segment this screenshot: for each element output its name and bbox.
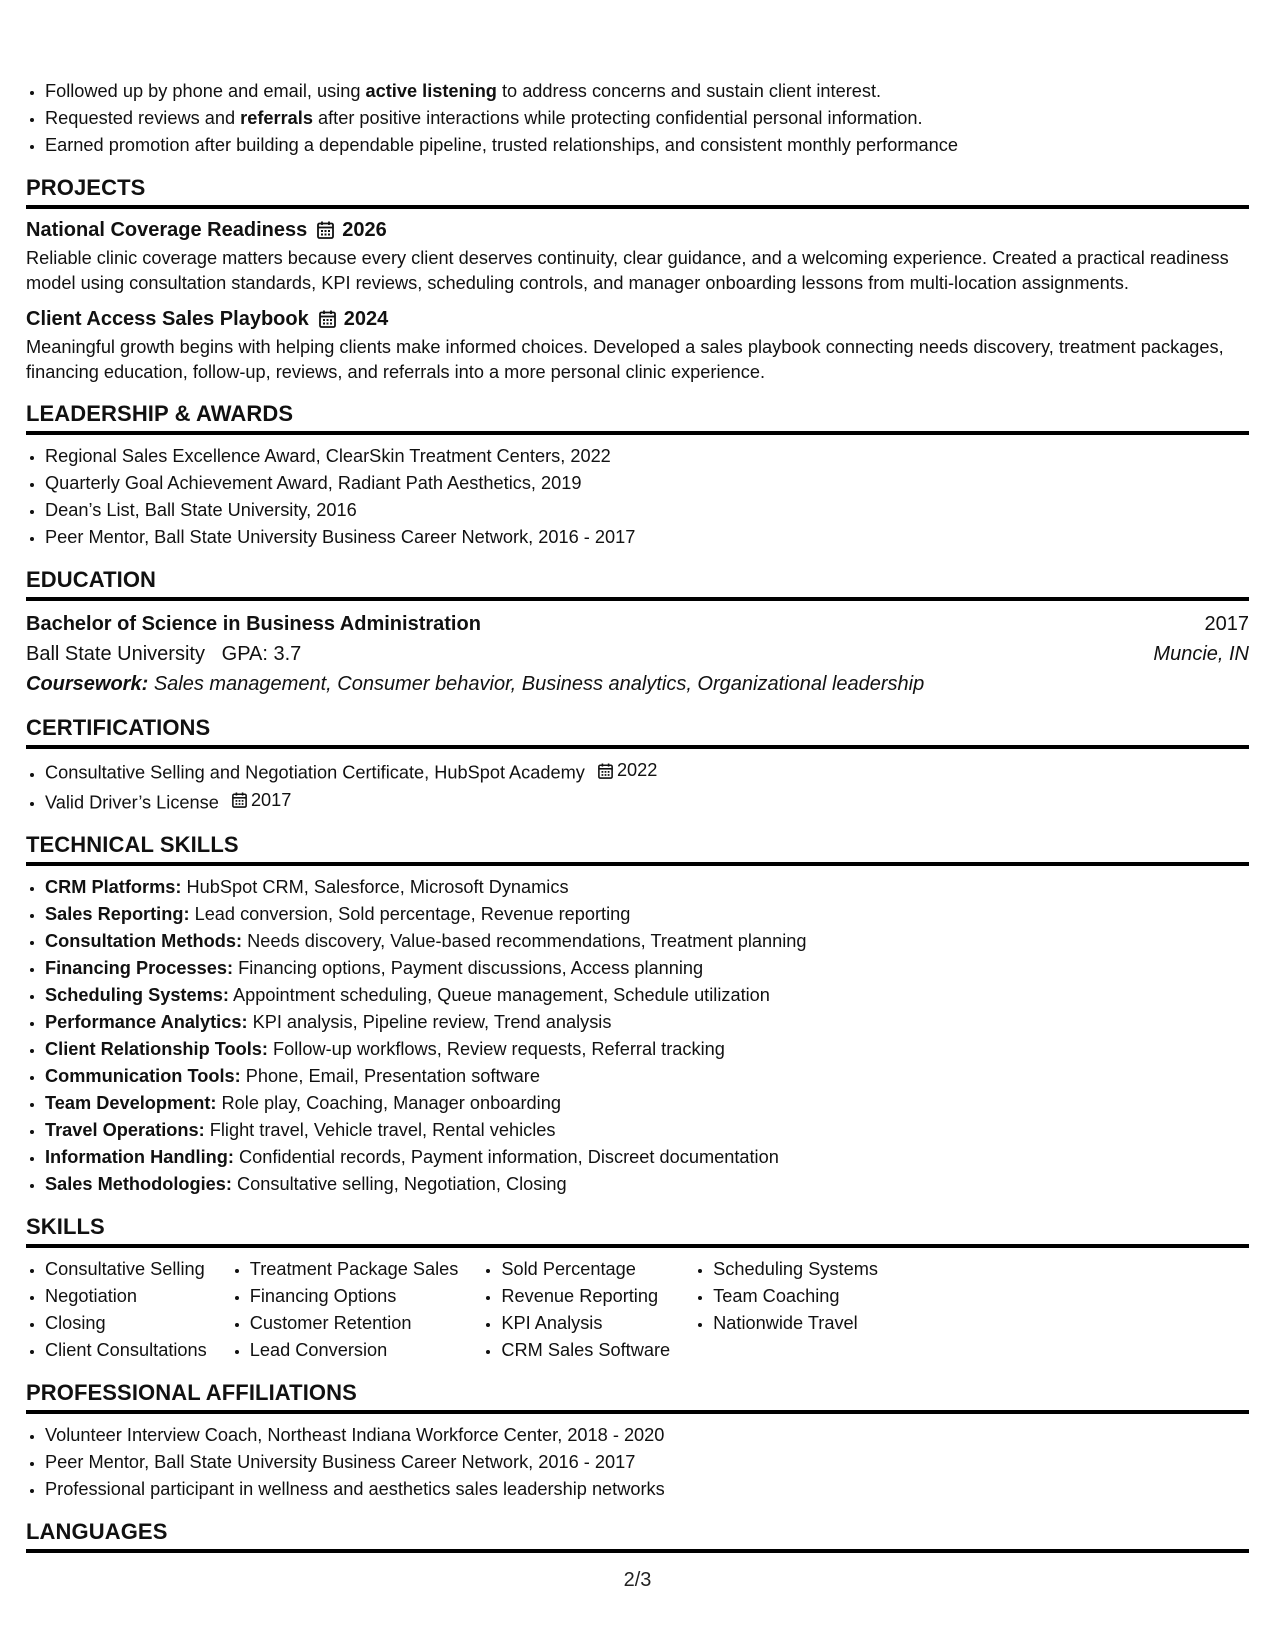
technical-skill-item: • Client Relationship Tools: Follow-up workflows, Review requests, Referral tracking [45,1036,1249,1063]
education-degree-row [26,609,1249,639]
skills-column [694,1256,902,1364]
skill-item: • Client Consultations [45,1337,207,1364]
list-item: • Peer Mentor, Ball State University Business Career Network, 2016 - 2017 [45,524,1249,551]
list-item: • Volunteer Interview Coach, Northeast Indiana Workforce Center, 2018 - 2020 [45,1422,1249,1449]
section-heading: TECHNICAL SKILLS [26,832,1249,866]
project-description: Reliable clinic coverage matters because every client deserves continuity, clear guidance, and a welcoming experience. Created a practical readiness model using consultation standards, KPI reviews, scheduling controls, and manager onboarding lessons from multi-location assignments. [26,248,1229,293]
education-section [26,567,1249,699]
technical-skill-item: • Consultation Methods: Needs discovery, Value-based recommendations, Treatment planning [45,928,1249,955]
list-item: • Peer Mentor, Ball State University Business Career Network, 2016 - 2017 [45,1449,1249,1476]
skills-section [26,1214,1249,1364]
project-title [26,306,1249,332]
certifications-section [26,715,1249,816]
skill-item: • Nationwide Travel [713,1310,878,1337]
section-heading: CERTIFICATIONS [26,715,1249,749]
degree: Bachelor of Science in Business Administration [26,613,481,635]
affiliations-section [26,1380,1249,1503]
section-heading: PROJECTS [26,175,1249,209]
technical-skills-section [26,832,1249,1198]
skill-item: • Financing Options [250,1283,459,1310]
list-item: • Professional participant in wellness and aesthetics sales leadership networks [45,1476,1249,1503]
calendar-icon [598,763,613,779]
school-name: Ball State University [26,643,205,665]
affiliations-list [26,1422,1249,1503]
list-item: • Quarterly Goal Achievement Award, Radiant Path Aesthetics, 2019 [45,470,1249,497]
technical-skill-item: • Scheduling Systems: Appointment scheduling, Queue management, Schedule utilization [45,982,1249,1009]
certification-year: 2022 [616,760,658,780]
section-heading: LEADERSHIP & AWARDS [26,401,1249,435]
project-description: Meaningful growth begins with helping clients make informed choices. Developed a sales playbook connecting needs discovery, treatment packages, financing education, follow-up, reviews, and referrals into a more personal clinic experience. [26,337,1224,382]
leadership-list [26,443,1249,551]
project-name: National Coverage Readiness [26,219,308,241]
technical-skills-list [26,874,1249,1198]
education-school-row [26,639,1249,669]
project-year: 2024 [343,308,389,330]
coursework-label: Coursework: [26,673,149,695]
skills-column [482,1256,694,1364]
calendar-icon [317,221,334,239]
skill-item: • Closing [45,1310,207,1337]
skills-column [231,1256,483,1364]
technical-skill-item: • Sales Methodologies: Consultative selling, Negotiation, Closing [45,1171,1249,1198]
section-heading: EDUCATION [26,567,1249,601]
experience-bullet: • Earned promotion after building a dependable pipeline, trusted relationships, and consistent monthly performance [45,132,1249,159]
languages-section [26,1519,1249,1553]
technical-skill-item: • Financing Processes: Financing options, Payment discussions, Access planning [45,955,1249,982]
skill-item: • Team Coaching [713,1283,878,1310]
leadership-section [26,401,1249,551]
certification-name: Consultative Selling and Negotiation Certificate, HubSpot Academy [45,762,585,783]
resume-page [26,0,1249,1561]
coursework [26,669,1249,699]
section-heading: LANGUAGES [26,1519,1249,1553]
skill-item: • Negotiation [45,1283,207,1310]
section-heading: PROFESSIONAL AFFILIATIONS [26,1380,1249,1414]
technical-skill-item: • CRM Platforms: HubSpot CRM, Salesforce, Microsoft Dynamics [45,874,1249,901]
school-location: Muncie, IN [1153,643,1249,665]
skill-item: • Treatment Package Sales [250,1256,459,1283]
graduation-year: 2017 [1204,613,1249,635]
projects-section [26,175,1249,385]
skills-grid [26,1256,1249,1364]
skill-item: • Revenue Reporting [501,1283,670,1310]
certification-item [45,787,1249,817]
technical-skill-item: • Sales Reporting: Lead conversion, Sold percentage, Revenue reporting [45,901,1249,928]
experience-bullet: • Followed up by phone and email, using active listening to address concerns and sustain client interest. [45,78,1249,105]
skill-item: • CRM Sales Software [501,1337,670,1364]
coursework-list: Sales management, Consumer behavior, Business analytics, Organizational leadership [153,673,925,695]
skills-column [26,1256,231,1364]
experience-bullet: • Requested reviews and referrals after positive interactions while protecting confidential personal information. [45,105,1249,132]
skill-item: • Lead Conversion [250,1337,459,1364]
technical-skill-item: • Travel Operations: Flight travel, Vehicle travel, Rental vehicles [45,1117,1249,1144]
project-title [26,217,1249,243]
skill-item: • Customer Retention [250,1310,459,1337]
certification-name: Valid Driver’s License [45,792,219,812]
skill-item: • Consultative Selling [45,1256,207,1283]
technical-skill-item: • Team Development: Role play, Coaching, Manager onboarding [45,1090,1249,1117]
gpa: GPA: 3.7 [221,643,302,665]
list-item: • Regional Sales Excellence Award, ClearSkin Treatment Centers, 2022 [45,443,1249,470]
skill-item: • Scheduling Systems [713,1256,878,1283]
certification-item [45,757,1249,787]
section-heading: SKILLS [26,1214,1249,1248]
experience-bullets [26,78,1249,159]
list-item: • Dean’s List, Ball State University, 2016 [45,497,1249,524]
skill-item: • KPI Analysis [501,1310,670,1337]
calendar-icon [232,792,247,808]
project-name: Client Access Sales Playbook [26,308,309,330]
technical-skill-item: • Information Handling: Confidential records, Payment information, Discreet documentation [45,1144,1249,1171]
technical-skill-item: • Communication Tools: Phone, Email, Presentation software [45,1063,1249,1090]
calendar-icon [319,310,336,328]
page-number: 2/3 [623,1569,652,1591]
certifications-list [26,757,1249,816]
technical-skill-item: • Performance Analytics: KPI analysis, Pipeline review, Trend analysis [45,1009,1249,1036]
certification-year: 2017 [250,789,292,810]
project-year: 2026 [342,219,387,241]
skill-item: • Sold Percentage [501,1256,670,1283]
